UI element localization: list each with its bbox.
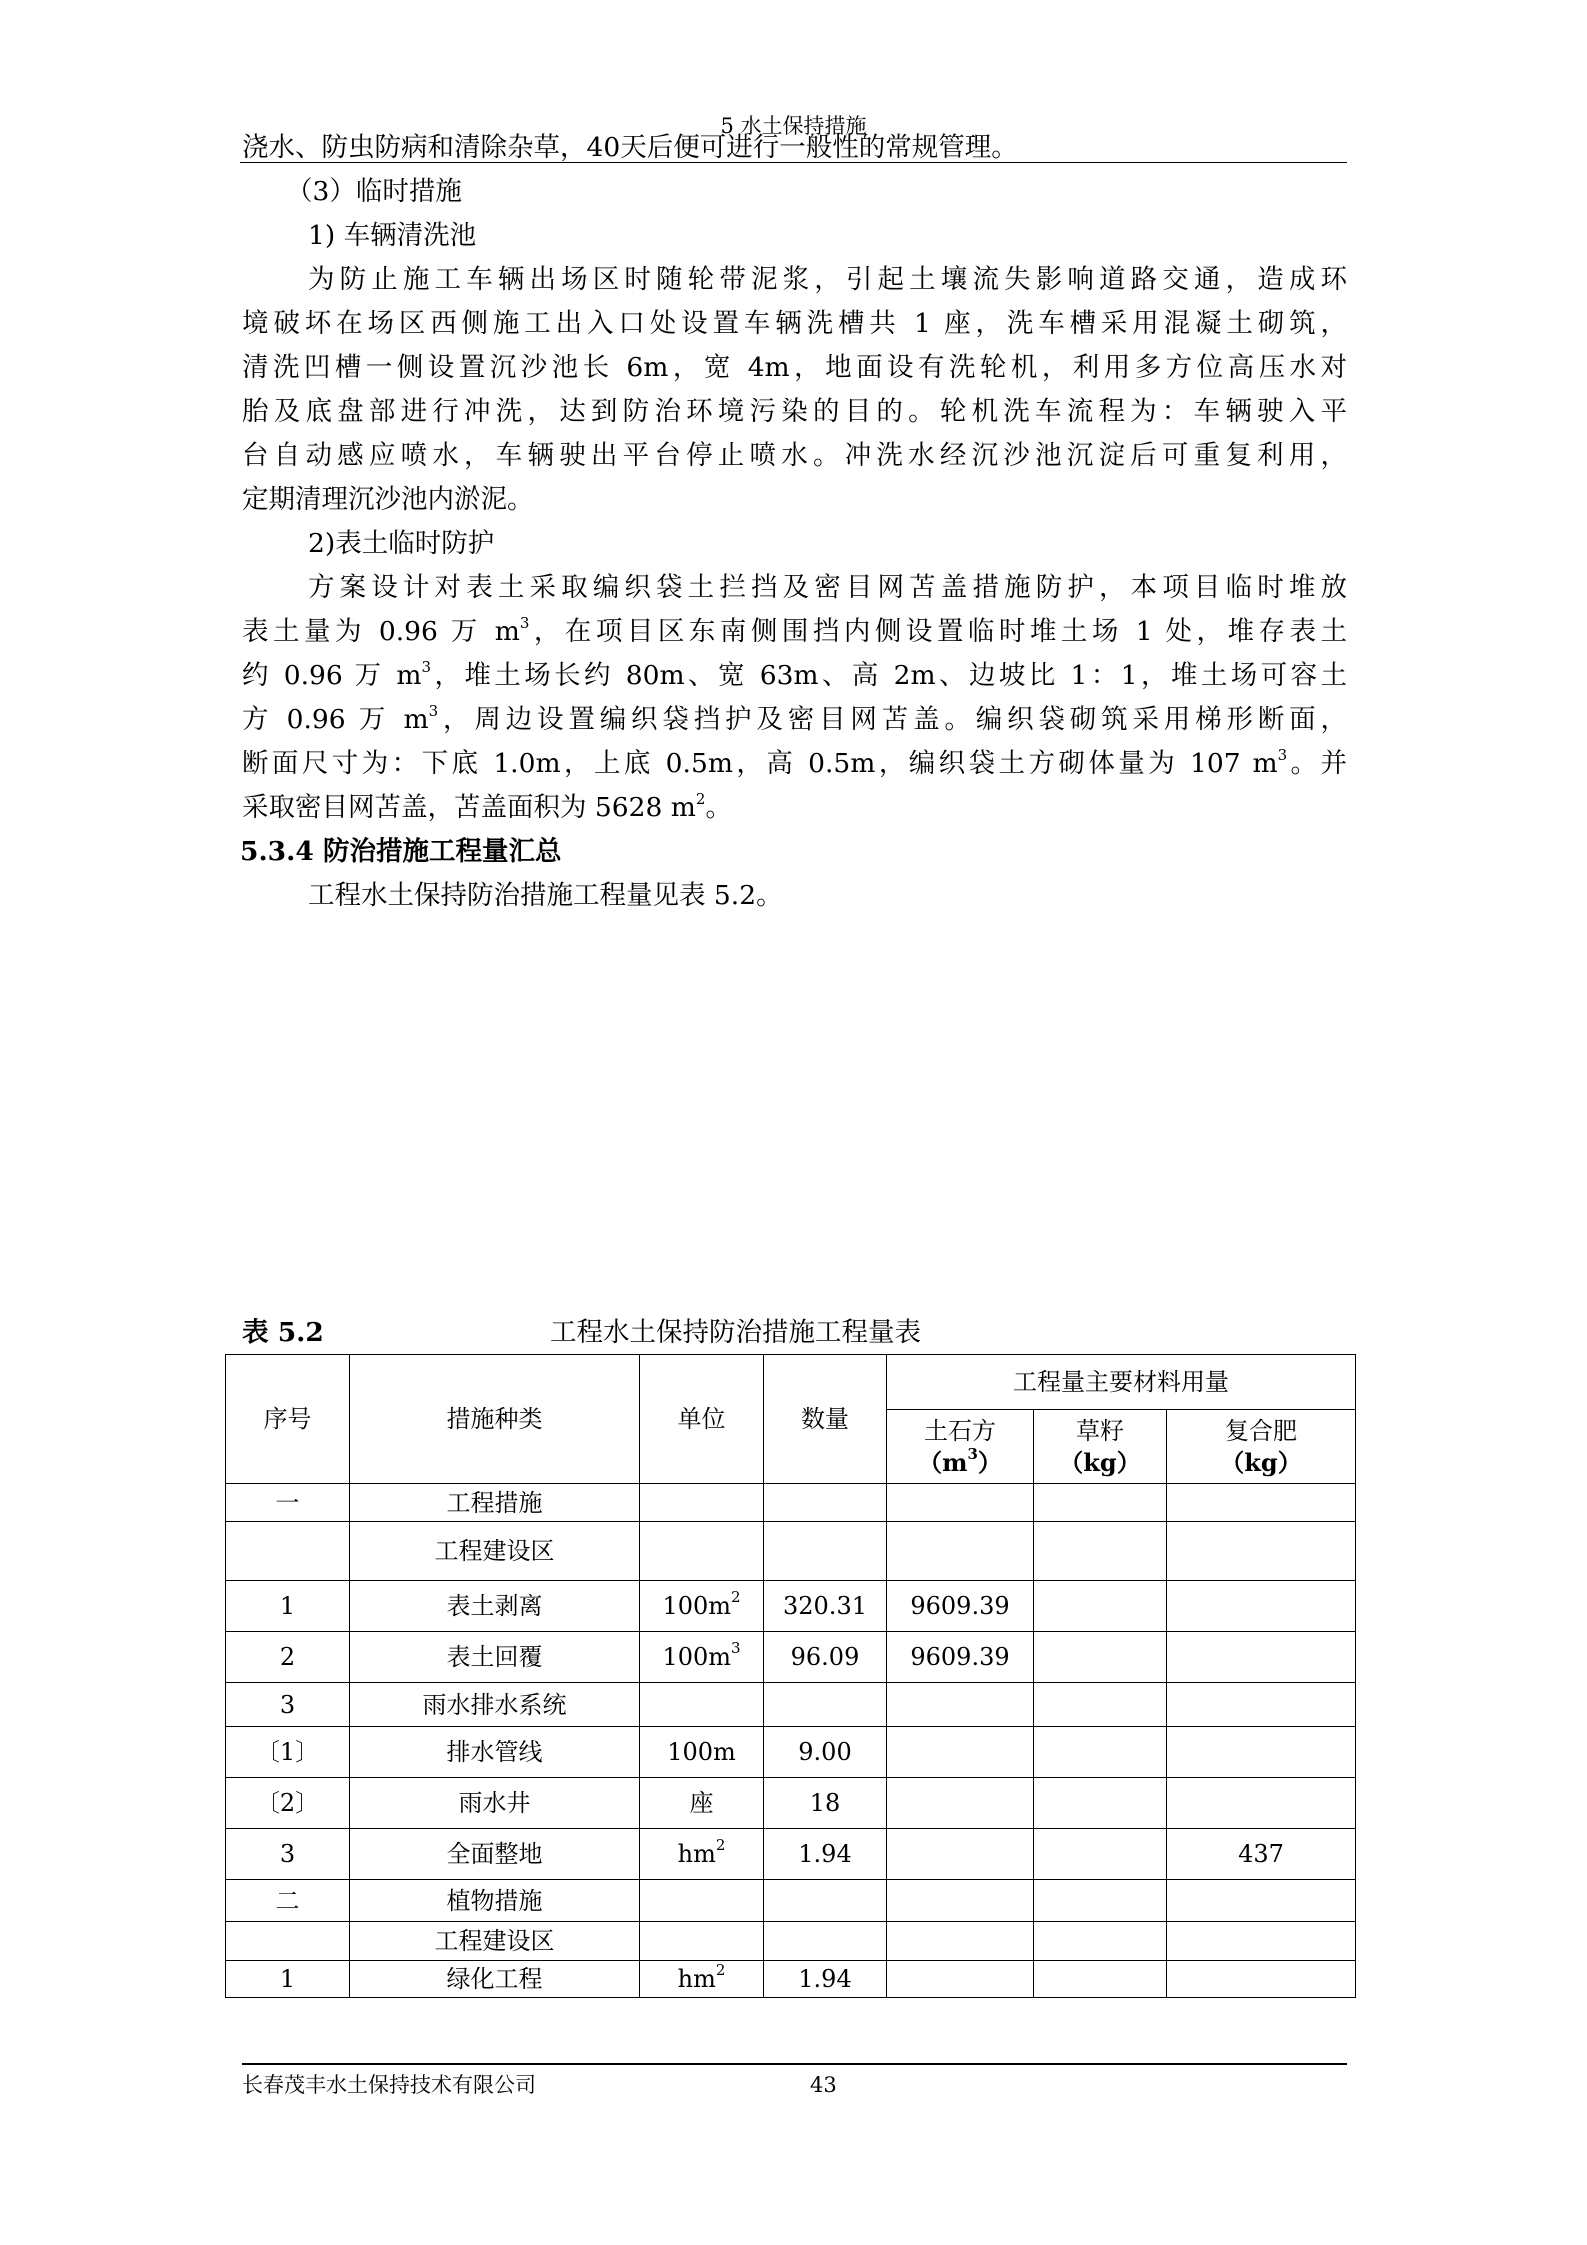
cell-measure-type: 全面整地 xyxy=(350,1829,640,1880)
unit-superscript: 2 xyxy=(715,1836,726,1854)
text-segment: 表土量为 0.96 万 m xyxy=(242,616,520,647)
paragraph-vehicle-wash-line: 清洗凹槽一侧设置沉沙池长 6m，宽 4m，地面设有洗轮机，利用多方位高压水对 xyxy=(242,352,1347,383)
table-caption-title: 工程水土保持防治措施工程量表 xyxy=(550,1317,921,1348)
table-caption-number: 表 5.2 xyxy=(242,1317,324,1348)
cell-unit xyxy=(640,1632,764,1683)
cell-earthwork xyxy=(887,1961,1034,1998)
cell-quantity: 18 xyxy=(764,1778,887,1829)
cell-unit xyxy=(640,1880,764,1922)
header-grass-seed xyxy=(1034,1410,1167,1484)
cell-seq: 一 xyxy=(226,1484,350,1522)
table-row xyxy=(226,1829,1356,1880)
cell-grass-seed xyxy=(1034,1778,1167,1829)
cell-grass-seed xyxy=(1034,1961,1167,1998)
unit-superscript: 3 xyxy=(967,1444,978,1463)
paragraph-vehicle-wash-line: 定期清理沉沙池内淤泥。 xyxy=(242,484,534,515)
table-header-row xyxy=(226,1355,1356,1410)
cell-earthwork xyxy=(887,1922,1034,1961)
superscript: 2 xyxy=(695,790,706,808)
text-segment: ，堆土场长约 80m、宽 63m、高 2m、边坡比 1：1，堆土场可容土 xyxy=(431,660,1347,691)
cell-fertilizer xyxy=(1167,1632,1356,1683)
cell-unit xyxy=(640,1829,764,1880)
paragraph-topsoil-line xyxy=(242,788,732,828)
subheading-vehicle-wash: 1) 车辆清洗池 xyxy=(308,220,477,251)
superscript: 3 xyxy=(428,702,439,720)
cell-grass-seed xyxy=(1034,1484,1167,1522)
paragraph-topsoil-line xyxy=(242,656,1347,696)
cell-grass-seed xyxy=(1034,1632,1167,1683)
cell-seq: 1 xyxy=(226,1961,350,1998)
cell-fertilizer: 437 xyxy=(1167,1829,1356,1880)
cell-grass-seed xyxy=(1034,1922,1167,1961)
cell-earthwork xyxy=(887,1727,1034,1778)
header-grass-seed-unit: （kg） xyxy=(1059,1447,1141,1477)
header-fertilizer-label: 复合肥 xyxy=(1225,1416,1297,1445)
paragraph-topsoil-line xyxy=(242,700,1347,740)
cell-measure-type: 工程措施 xyxy=(350,1484,640,1522)
cell-quantity xyxy=(764,1522,887,1581)
text-segment: 方 0.96 万 m xyxy=(242,704,429,735)
text-segment: 。 xyxy=(705,792,732,823)
header-fertilizer xyxy=(1167,1410,1356,1484)
text-segment: 约 0.96 万 m xyxy=(242,660,422,691)
subheading-temporary-measures: （3）临时措施 xyxy=(286,176,462,207)
cell-unit xyxy=(640,1581,764,1632)
cell-seq: 二 xyxy=(226,1880,350,1922)
unit-text: hm xyxy=(677,1965,716,1993)
unit-text: 座 xyxy=(689,1789,714,1817)
text-segment: 采取密目网苫盖，苫盖面积为 5628 m xyxy=(242,792,696,823)
cell-unit xyxy=(640,1727,764,1778)
unit-superscript: 2 xyxy=(715,1961,726,1979)
unit-text: hm xyxy=(677,1840,716,1868)
unit-text: 100m xyxy=(667,1738,736,1766)
paragraph-topsoil-line xyxy=(242,612,1347,652)
unit-superscript: 2 xyxy=(731,1588,741,1606)
table-row xyxy=(226,1778,1356,1829)
cell-unit xyxy=(640,1778,764,1829)
table-row xyxy=(226,1581,1356,1632)
cell-grass-seed xyxy=(1034,1727,1167,1778)
cell-quantity xyxy=(764,1484,887,1522)
cell-quantity xyxy=(764,1880,887,1922)
cell-measure-type: 雨水井 xyxy=(350,1778,640,1829)
cell-fertilizer xyxy=(1167,1727,1356,1778)
cell-unit xyxy=(640,1522,764,1581)
cell-fertilizer xyxy=(1167,1522,1356,1581)
paragraph-topsoil-line xyxy=(308,568,1347,608)
table-row xyxy=(226,1522,1356,1581)
header-earthwork-unit xyxy=(887,1444,1033,1479)
header-earthwork-label: 土石方 xyxy=(924,1416,996,1445)
cell-fertilizer xyxy=(1167,1778,1356,1829)
cell-grass-seed xyxy=(1034,1522,1167,1581)
cell-earthwork xyxy=(887,1484,1034,1522)
cell-earthwork xyxy=(887,1829,1034,1880)
text-segment: 断面尺寸为：下底 1.0m，上底 0.5m，高 0.5m，编织袋土方砌体量为 107 m xyxy=(242,748,1278,779)
table-row xyxy=(226,1922,1356,1961)
cell-grass-seed xyxy=(1034,1581,1167,1632)
cell-fertilizer xyxy=(1167,1922,1356,1961)
cell-grass-seed xyxy=(1034,1683,1167,1727)
section-heading: 5.3.4 防治措施工程量汇总 xyxy=(240,836,562,867)
header-measure-type: 措施种类 xyxy=(350,1355,640,1484)
cell-earthwork xyxy=(887,1683,1034,1727)
superscript: 3 xyxy=(1277,746,1288,764)
cell-grass-seed xyxy=(1034,1880,1167,1922)
cell-measure-type: 绿化工程 xyxy=(350,1961,640,1998)
cell-unit xyxy=(640,1961,764,1998)
cell-unit xyxy=(640,1683,764,1727)
paragraph-vehicle-wash-line: 为防止施工车辆出场区时随轮带泥浆，引起土壤流失影响道路交通，造成环 xyxy=(308,264,1347,295)
unit-superscript: 3 xyxy=(731,1639,741,1657)
cell-fertilizer xyxy=(1167,1581,1356,1632)
cell-seq: 3 xyxy=(226,1829,350,1880)
footer-company: 长春茂丰水土保持技术有限公司 xyxy=(242,2073,536,2097)
text-segment: 。并 xyxy=(1287,748,1347,779)
cell-fertilizer xyxy=(1167,1683,1356,1727)
text-segment: ，周边设置编织袋挡护及密目网苫盖。编织袋砌筑采用梯形断面， xyxy=(438,704,1348,735)
cell-grass-seed xyxy=(1034,1829,1167,1880)
header-materials-group: 工程量主要材料用量 xyxy=(887,1355,1356,1410)
cell-measure-type: 雨水排水系统 xyxy=(350,1683,640,1727)
cell-earthwork: 9609.39 xyxy=(887,1632,1034,1683)
cell-earthwork xyxy=(887,1522,1034,1581)
cell-measure-type: 表土剥离 xyxy=(350,1581,640,1632)
cell-seq: 〔2〕 xyxy=(226,1778,350,1829)
cell-quantity: 1.94 xyxy=(764,1961,887,1998)
cell-fertilizer xyxy=(1167,1961,1356,1998)
cell-earthwork: 9609.39 xyxy=(887,1581,1034,1632)
page-number: 43 xyxy=(810,2073,837,2097)
cell-quantity: 9.00 xyxy=(764,1727,887,1778)
cell-fertilizer xyxy=(1167,1484,1356,1522)
cell-measure-type: 排水管线 xyxy=(350,1727,640,1778)
cell-quantity xyxy=(764,1683,887,1727)
unit-text: 100m xyxy=(662,1643,732,1671)
cell-seq xyxy=(226,1522,350,1581)
subheading-topsoil-protection: 2)表土临时防护 xyxy=(308,528,495,559)
cell-measure-type: 表土回覆 xyxy=(350,1632,640,1683)
cell-measure-type: 植物措施 xyxy=(350,1880,640,1922)
table-body xyxy=(226,1484,1356,1998)
cell-measure-type: 工程建设区 xyxy=(350,1522,640,1581)
superscript: 3 xyxy=(519,614,530,632)
cell-quantity: 96.09 xyxy=(764,1632,887,1683)
unit-text: 100m xyxy=(662,1592,732,1620)
cell-earthwork xyxy=(887,1880,1034,1922)
cell-fertilizer xyxy=(1167,1880,1356,1922)
cell-seq: 〔1〕 xyxy=(226,1727,350,1778)
table-row xyxy=(226,1683,1356,1727)
page-header-title: 5 水土保持措施 xyxy=(720,114,867,138)
table-row xyxy=(226,1484,1356,1522)
cell-unit xyxy=(640,1484,764,1522)
footer-rule xyxy=(242,2063,1347,2065)
cell-unit xyxy=(640,1922,764,1961)
cell-seq: 1 xyxy=(226,1581,350,1632)
cell-quantity: 320.31 xyxy=(764,1581,887,1632)
paragraph-vehicle-wash-line: 台自动感应喷水，车辆驶出平台停止喷水。冲洗水经沉沙池沉淀后可重复利用， xyxy=(242,440,1347,471)
cell-earthwork xyxy=(887,1778,1034,1829)
header-earthwork xyxy=(887,1410,1034,1484)
cell-measure-type: 工程建设区 xyxy=(350,1922,640,1961)
paragraph-topsoil-line xyxy=(242,744,1347,784)
cell-quantity: 1.94 xyxy=(764,1829,887,1880)
paragraph-continuation: 浇水、防虫防病和清除杂草，40天后便可进行一般性的常规管理。 xyxy=(242,132,1018,163)
superscript: 3 xyxy=(421,658,432,676)
cell-quantity xyxy=(764,1922,887,1961)
measures-table xyxy=(225,1354,1356,1998)
section-intro: 工程水土保持防治措施工程量见表 5.2。 xyxy=(308,880,783,911)
unit-text: （m xyxy=(918,1447,968,1477)
header-grass-seed-label: 草籽 xyxy=(1076,1416,1124,1445)
cell-seq: 3 xyxy=(226,1683,350,1727)
cell-seq: 2 xyxy=(226,1632,350,1683)
header-seq: 序号 xyxy=(226,1355,350,1484)
paragraph-vehicle-wash-line: 境破坏在场区西侧施工出入口处设置车辆洗槽共 1 座，洗车槽采用混凝土砌筑， xyxy=(242,308,1347,339)
text-segment: 方案设计对表土采取编织袋土拦挡及密目网苫盖措施防护，本项目临时堆放 xyxy=(308,572,1347,603)
table-row xyxy=(226,1880,1356,1922)
header-quantity: 数量 xyxy=(764,1355,887,1484)
paragraph-vehicle-wash-line: 胎及底盘部进行冲洗，达到防治环境污染的目的。轮机洗车流程为：车辆驶入平 xyxy=(242,396,1347,427)
table-row xyxy=(226,1632,1356,1683)
header-unit: 单位 xyxy=(640,1355,764,1484)
header-fertilizer-unit: （kg） xyxy=(1220,1447,1302,1477)
cell-seq xyxy=(226,1922,350,1961)
unit-text: ） xyxy=(977,1447,1002,1477)
table-row xyxy=(226,1961,1356,1998)
text-segment: ，在项目区东南侧围挡内侧设置临时堆土场 1 处，堆存表土 xyxy=(529,616,1347,647)
table-row xyxy=(226,1727,1356,1778)
